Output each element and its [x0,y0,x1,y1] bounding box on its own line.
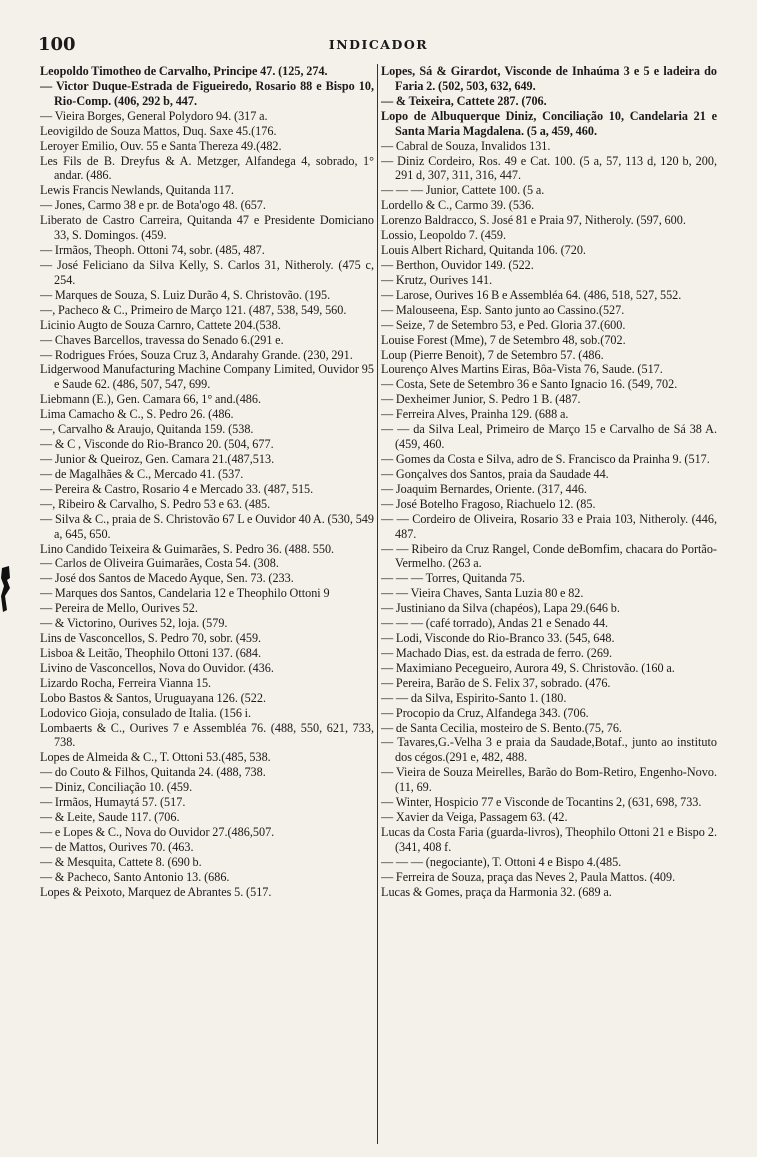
directory-entry: Lewis Francis Newlands, Quitanda 117. [40,183,234,198]
directory-entry: — Diniz, Conciliação 10. (459. [40,780,193,795]
directory-entry: — Silva & C., praia de S. Christovão 67 L e Ouvidor 40 A. (530, 549 a, 645, 650. [40,511,374,541]
directory-entry: — — — (café torrado), Andas 21 e Senado 44. [381,616,609,631]
directory-entry: Loup (Pierre Benoit), 7 de Setembro 57. (486. [381,347,604,362]
directory-entry: — Irmãos, Theoph. Ottoni 74, sobr. (485, 487. [40,243,265,258]
directory-entry: — de Mattos, Ourives 70. (463. [40,839,194,854]
directory-entry: — — — (negociante), T. Ottoni 4 e Bispo 4.(485. [381,854,622,869]
directory-entry: Leopoldo Timotheo de Carvalho, Principe 47. (125, 274. [40,64,328,78]
directory-entry: — Costa, Sete de Setembro 36 e Santo Ignacio 16. (549, 702. [381,377,678,392]
directory-entry: — José Feliciano da Silva Kelly, S. Carlos 31, Nitheroly. (475 c, 254. [40,257,374,287]
directory-entry: Lidgerwood Manufacturing Machine Company Limited, Ouvidor 95 e Saude 62. (486, 507, 547, 699. [40,362,374,392]
directory-entry: —, Carvalho & Araujo, Quitanda 159. (538. [40,422,254,437]
directory-entry: Louis Albert Richard, Quitanda 106. (720. [381,243,586,258]
directory-entry: — e Lopes & C., Nova do Ouvidor 27.(486,507. [40,825,275,840]
directory-entry: — Justiniano da Silva (chapéos), Lapa 29.(646 b. [381,601,620,616]
right-column [381,64,717,1149]
directory-entry: — Krutz, Ourives 141. [381,272,493,287]
directory-entry: — Pereira & Castro, Rosario 4 e Mercado 33. (487, 515. [40,481,314,496]
directory-entry: — Rodrigues Fróes, Souza Cruz 3, Andarahy Grande. (230, 291. [40,347,353,362]
directory-entry: — Malouseena, Esp. Santo junto ao Cassino.(527. [381,302,625,317]
directory-entry: Lisboa & Leitão, Theophilo Ottoni 137. (684. [40,645,262,660]
directory-entry: — do Couto & Filhos, Quitanda 24. (488, 738. [40,765,266,780]
directory-entry: — Pereira de Mello, Ourives 52. [40,601,198,616]
directory-entry: — Winter, Hospicio 77 e Visconde de Tocantins 2, (631, 698, 733. [381,795,702,810]
directory-entry: — Cabral de Souza, Invalidos 131. [381,138,551,153]
directory-entry: Lobo Bastos & Santos, Uruguayana 126. (522. [40,690,267,705]
directory-entry: Lopes & Peixoto, Marquez de Abrantes 5. (517. [40,884,272,899]
directory-entry: — — da Silva, Espirito-Santo 1. (180. [381,690,567,705]
directory-entry: — Berthon, Ouvidor 149. (522. [381,257,534,272]
directory-entry: Lima Camacho & C., S. Pedro 26. (486. [40,407,234,422]
directory-entry: Lopes, Sá & Girardot, Visconde de Inhaúma 3 e 5 e ladeira do Faria 2. (502, 503, 632, 649. [381,64,717,93]
directory-entry: — Ferreira de Souza, praça das Neves 2, Paula Mattos. (409. [381,869,676,884]
left-column [40,64,374,1149]
directory-entry: — de Magalhães & C., Mercado 41. (537. [40,466,244,481]
directory-entry: — Maximiano Pecegueiro, Aurora 49, S. Christovão. (160 a. [381,660,675,675]
directory-entry: — Larose, Ourives 16 B e Assembléa 64. (486, 518, 527, 552. [381,287,682,302]
directory-entry: Lins de Vasconcellos, S. Pedro 70, sobr. (459. [40,631,262,646]
directory-entry: — Irmãos, Humaytá 57. (517. [40,795,186,810]
directory-entry: — Chaves Barcellos, travessa do Senado 6.(291 e. [40,332,284,347]
directory-entry: — Vieira de Souza Meirelles, Barão do Bom-Retiro, Engenho-Novo. (11, 69. [381,765,717,795]
directory-entry: — & Teixeira, Cattete 287. (706. [381,93,547,108]
directory-entry: — Procopio da Cruz, Alfandega 343. (706. [381,705,589,720]
directory-entry: — Joaquim Bernardes, Oriente. (317, 446. [381,481,587,496]
directory-entry: — Marques dos Santos, Candelaria 12 e Theophilo Ottoni 9 [40,586,330,601]
directory-entry: Leroyer Emilio, Ouv. 55 e Santa Thereza 49.(482. [40,138,282,153]
directory-entry: — Carlos de Oliveira Guimarães, Costa 54. (308. [40,556,279,571]
directory-entry: — & Pacheco, Santo Antonio 13. (686. [40,869,230,884]
directory-entry: Licinio Augto de Souza Carnro, Cattete 204.(538. [40,317,281,332]
directory-entry: Lorenzo Baldracco, S. José 81 e Praia 97, Nitheroly. (597, 600. [381,213,686,228]
directory-entry: — de Santa Cecilia, mosteiro de S. Bento.(75, 76. [381,720,622,735]
directory-entry: — Tavares,G.-Velha 3 e praia da Saudade,Botaf., junto ao instituto dos cégos.(291 e, 482, 488. [381,735,717,765]
directory-entry: Louise Forest (Mme), 7 de Setembro 48, sob.(702. [381,332,626,347]
directory-entry: Lossio, Leopoldo 7. (459. [381,228,507,243]
directory-entry: — Seize, 7 de Setembro 53, e Ped. Gloria 37.(600. [381,317,626,332]
directory-entry: — & Leite, Saude 117. (706. [40,810,180,825]
column-divider [377,64,378,1144]
directory-entry: — — da Silva Leal, Primeiro de Março 15 e Carvalho de Sá 38 A. (459, 460. [381,422,717,452]
directory-entry: — Lodi, Visconde do Rio-Branco 33. (545, 648. [381,631,615,646]
directory-entry: — Vieira Borges, General Polydoro 94. (317 a. [40,108,268,123]
ink-blot-mark [1,566,11,612]
directory-entry: Les Fils de B. Dreyfus & A. Metzger, Alfandega 4, sobrado, 1° andar. (486. [40,153,374,183]
directory-entry: Lucas da Costa Faria (guarda-livros), Theophilo Ottoni 21 e Bispo 2. (341, 408 f. [381,825,717,854]
directory-entry: — Jones, Carmo 38 e pr. de Bota'ogo 48. (657. [40,198,266,213]
directory-entry: — & Mesquita, Cattete 8. (690 b. [40,854,202,869]
directory-entry: — — — Torres, Quitanda 75. [381,571,525,586]
directory-entry: — — Vieira Chaves, Santa Luzia 80 e 82. [381,586,584,601]
directory-entry: Liberato de Castro Carreira, Quitanda 47 e Presidente Domiciano 33, S. Domingos. (459. [40,213,374,243]
directory-entry: — — Cordeiro de Oliveira, Rosario 33 e Praia 103, Nitheroly. (446, 487. [381,511,717,541]
directory-entry: Lopo de Albuquerque Diniz, Conciliação 10, Candelaria 21 e Santa Maria Magdalena. (5 a, 459, 460. [381,108,717,138]
directory-entry: Lizardo Rocha, Ferreira Vianna 15. [40,675,212,690]
directory-entry: Lordello & C., Carmo 39. (536. [381,198,535,213]
directory-entry: — — — Junior, Cattete 100. (5 a. [381,183,545,198]
page-header [0,34,757,58]
directory-entry: — José dos Santos de Macedo Ayque, Sen. 73. (233. [40,571,294,586]
directory-entry: — Diniz Cordeiro, Ros. 49 e Cat. 100. (5 a, 57, 113 d, 120 b, 200, 291 d, 307, 311, 316, 447. [381,153,717,183]
directory-entry: — — Ribeiro da Cruz Rangel, Conde deBomfim, chacara do Portão-Vermelho. (263 a. [381,541,717,571]
directory-entry: — José Botelho Fragoso, Riachuelo 12. (85. [381,496,596,511]
directory-entry: Lucas & Gomes, praça da Harmonia 32. (689 a. [381,884,612,899]
directory-entry: Lourenço Alves Martins Eiras, Bôa-Vista 76, Saude. (517. [381,362,663,377]
directory-entry: — & Victorino, Ourives 52, loja. (579. [40,616,228,631]
directory-entry: — Marques de Souza, S. Luiz Durão 4, S. Christovão. (195. [40,287,331,302]
directory-entry: — Machado Dias, est. da estrada de ferro. (269. [381,645,613,660]
directory-entry: — Xavier da Veiga, Passagem 63. (42. [381,810,568,825]
directory-entry: Lino Candido Teixeira & Guimarães, S. Pedro 36. (488. 550. [40,541,335,556]
directory-entry: — Gonçalves dos Santos, praia da Saudade 44. [381,466,609,481]
directory-entry: — & C , Visconde do Rio-Branco 20. (504, 677. [40,437,274,452]
directory-entry: — Ferreira Alves, Prainha 129. (688 a. [381,407,569,422]
directory-entry: — Victor Duque-Estrada de Figueiredo, Rosario 88 e Bispo 10, Rio-Comp. (406, 292 b, 447. [40,78,374,108]
directory-entry: Livino de Vasconcellos, Nova do Ouvidor. (436. [40,660,274,675]
directory-entry: — Pereira, Barão de S. Felix 37, sobrado. (476. [381,675,611,690]
directory-entry: Leovigildo de Souza Mattos, Duq. Saxe 45.(176. [40,123,277,138]
directory-entry: — Junior & Queiroz, Gen. Camara 21.(487,513. [40,451,275,466]
directory-entry: Lodovico Gioja, consulado de Italia. (156 i. [40,705,252,720]
directory-entry: Lopes de Almeida & C., T. Ottoni 53.(485, 538. [40,750,271,765]
directory-entry: —, Ribeiro & Carvalho, S. Pedro 53 e 63. (485. [40,496,271,511]
directory-entry: —, Pacheco & C., Primeiro de Março 121. (487, 538, 549, 560. [40,302,347,317]
directory-entry: Lombaerts & C., Ourives 7 e Assembléa 76. (488, 550, 621, 733, 738. [40,720,374,750]
page-number: 100 [38,34,76,55]
running-head: INDICADOR [328,37,429,52]
directory-entry: Liebmann (E.), Gen. Camara 66, 1° and.(486. [40,392,262,407]
directory-entry: — Dexheimer Junior, S. Pedro 1 B. (487. [381,392,581,407]
directory-entry: — Gomes da Costa e Silva, adro de S. Francisco da Prainha 9. (517. [381,451,710,466]
